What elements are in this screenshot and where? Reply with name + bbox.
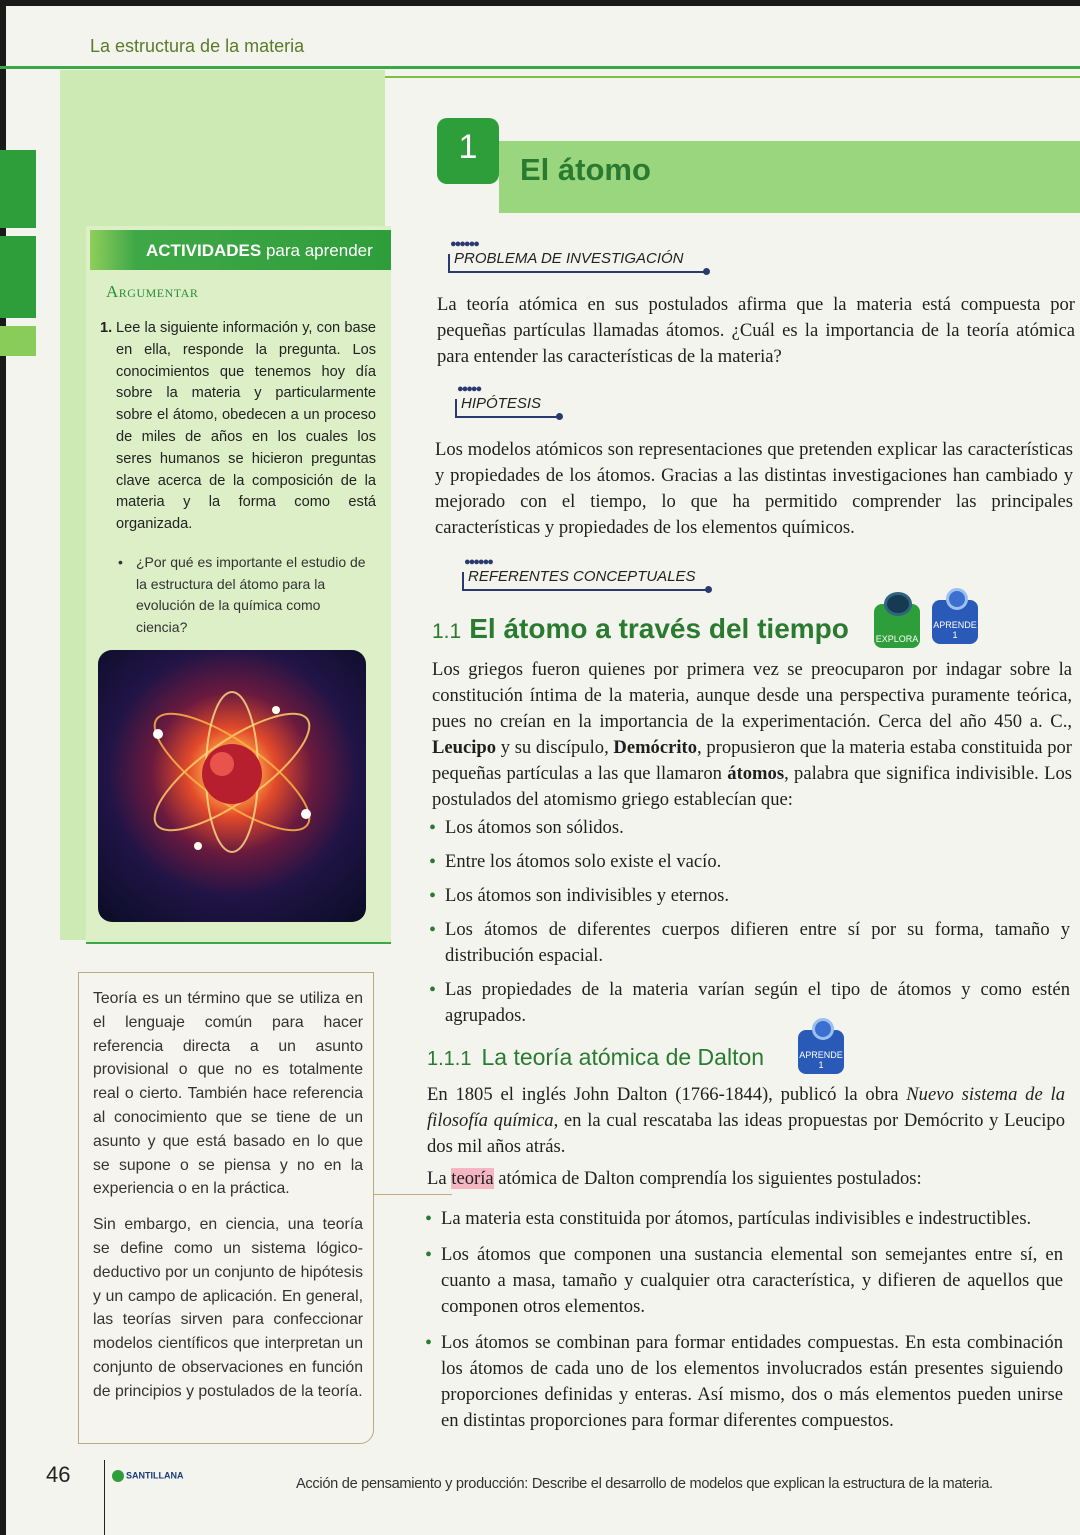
democrito: Demócrito <box>613 737 698 758</box>
highlighted-term[interactable]: teoría <box>451 1168 494 1189</box>
label-dots-icon: ●●●●●● <box>464 556 492 568</box>
section-number: 1.1 <box>432 620 462 643</box>
label-bracket <box>448 254 450 272</box>
activities-header-rest: para aprender <box>265 241 373 260</box>
dalton-text-2: , en la cual rescataba las ideas propuestas por Demócrito y Leucipo dos mil años atrás. <box>427 1110 1065 1157</box>
referentes-label <box>464 556 696 585</box>
subsection-title: La teoría atómica de Dalton <box>481 1044 765 1070</box>
hipotesis-label <box>457 383 542 412</box>
magnifier-icon <box>812 1018 834 1040</box>
aprende-icon[interactable] <box>932 600 978 644</box>
activities-header <box>90 230 391 270</box>
explora-icon[interactable] <box>874 604 920 648</box>
activity-number: 1. <box>100 320 113 336</box>
list-item: • Entre los átomos solo existe el vacío. <box>429 849 1070 875</box>
chapter-title: El átomo <box>520 152 651 187</box>
dalton-postulates-list <box>425 1206 1063 1434</box>
section-heading-1-1-1 <box>427 1044 764 1071</box>
greeks-text-2: y su discípulo, <box>500 737 609 758</box>
page-number: 46 <box>46 1462 71 1487</box>
aprende-icon[interactable] <box>798 1030 844 1074</box>
dalton-intro <box>427 1166 1067 1192</box>
problema-label <box>450 238 684 267</box>
note-connector <box>374 1194 452 1195</box>
magnifier-icon <box>946 588 968 610</box>
greek-postulates-list <box>429 815 1070 1029</box>
atom-illustration <box>98 650 366 922</box>
publisher-logo-icon <box>112 1470 124 1482</box>
atomos: átomos <box>727 763 785 784</box>
list-item: • Los átomos son indivisibles y eternos. <box>429 883 1070 909</box>
header-rule-secondary <box>320 76 1080 78</box>
side-tab <box>0 326 36 356</box>
left-border <box>0 0 6 1535</box>
hipotesis-text: Los modelos atómicos son representaciones que pretenden explicar las características y propiedades de los átomos. Gracias a las distintas investigaciones han cambiado y mejorado con el tiempo, lo que ha permitido comprender las principales características y propiedades de los elementos químicos. <box>435 439 1073 538</box>
list-item: • Las propiedades de la materia varían según el tipo de átomos y como estén agrupados. <box>429 977 1070 1029</box>
label-underline <box>455 416 559 418</box>
chapter-number: 1 <box>437 118 499 184</box>
activity-question: • ¿Por qué es importante el estudio de la estructura del átomo para la evolución de la química como ciencia? <box>136 552 372 638</box>
side-tab <box>0 150 36 228</box>
dalton-intro-b: atómica de Dalton comprendía los siguientes postulados: <box>498 1168 922 1189</box>
note-paragraph-2: Sin embargo, en ciencia, una teoría se define como un sistema lógico-deductivo por un conjunto de hipótesis y un campo de aplicación. En general, las teorías sirven para confeccionar modelos científicos que interpretan un conjunto de observaciones en función de principios y postulados de la teoría. <box>93 1216 363 1400</box>
publisher-name: SANTILLANA <box>126 1470 184 1481</box>
list-item: • Los átomos de diferentes cuerpos difieren entre sí por su forma, tamaño y distribución espacial. <box>429 917 1070 969</box>
subsection-number: 1.1.1 <box>427 1048 472 1070</box>
dalton-text-1: En 1805 el inglés John Dalton (1766-1844), publicó la obra <box>427 1084 899 1105</box>
explora-icon-label: EXPLORA <box>875 634 919 644</box>
side-tab <box>0 236 36 318</box>
list-item: • La materia esta constituida por átomos, partículas indivisibles e indestructibles. <box>425 1206 1063 1232</box>
dalton-book: Nuevo sistema de la filosofía química <box>427 1084 1065 1131</box>
footer-rule <box>104 1460 105 1535</box>
label-underline <box>462 589 708 591</box>
binoculars-icon <box>884 592 912 616</box>
hipotesis-label-text: HIPÓTESIS <box>461 395 542 412</box>
label-bracket <box>462 572 464 590</box>
label-underline <box>448 271 706 273</box>
top-border <box>0 0 1080 6</box>
greeks-text-3: , propusieron que la materia estaba constituida por pequeñas partículas a las que llamaron <box>432 737 1072 784</box>
footer-text: Acción de pensamiento y producción: Describe el desarrollo de modelos que explican la estructura de la materia. <box>296 1476 993 1492</box>
label-dots-icon: ●●●●●● <box>450 238 478 250</box>
running-head: La estructura de la materia <box>90 36 305 56</box>
section-heading-1-1 <box>432 613 849 645</box>
section-title: El átomo a través del tiempo <box>469 613 849 644</box>
list-item: • Los átomos que componen una sustancia elemental son semejantes entre sí, en cuanto a masa, tamaño y cualquier otra característica, y difieren de aquellos que componen otros elementos. <box>425 1242 1063 1320</box>
dalton-paragraph <box>427 1082 1065 1160</box>
list-item: • Los átomos son sólidos. <box>429 815 1070 841</box>
activities-header-bold: ACTIVIDADES <box>146 241 262 260</box>
problema-text: La teoría atómica en sus postulados afirma que la materia está compuesta por pequeñas partículas llamadas átomos. ¿Cuál es la importancia de la teoría atómica para entender las características de la materia? <box>437 294 1075 367</box>
aprende-icon-label: APRENDE 1 <box>933 620 977 640</box>
label-bracket <box>455 399 457 417</box>
publisher-logo <box>112 1470 184 1482</box>
note-paragraph-1: Teoría es un término que se utiliza en el lenguaje común para hacer referencia directa a un asunto provisional o que no es totalmente real o cierto. También hace referencia al conocimiento que se tiene de un asunto y que está basado en lo que se supone o se piensa y no en la experiencia o en la práctica. <box>93 990 363 1198</box>
greeks-text-4: , palabra que significa indivisible. Los postulados del atomismo griego establecían que: <box>432 763 1072 810</box>
header-rule <box>0 66 1080 69</box>
problema-label-text: PROBLEMA DE INVESTIGACIÓN <box>454 250 684 267</box>
list-item: • Los átomos se combinan para formar entidades compuestas. En esta combinación los átomos de cada uno de los elementos involucrados están presentes siguiendo proporciones definidas y enteras. Así mismo, dos o más elementos pueden unirse en distintas proporciones para formar diferentes compuestos. <box>425 1330 1063 1434</box>
atom-orbits-graphic <box>98 650 366 922</box>
dalton-intro-a: La <box>427 1168 447 1189</box>
skill-label: Argumentar <box>106 282 199 301</box>
activity-text: Lee la siguiente información y, con base en ella, responde la pregunta. Los conocimientos que tenemos hoy día sobre la materia y particularmente sobre el átomo, obedecen a un proceso de miles de años en los cuales los seres humanos se hicieron preguntas clave acerca de la composición de la materia y la forma como está organizada. <box>116 320 376 533</box>
activities-box <box>86 226 391 944</box>
aprende-icon-label: APRENDE 1 <box>799 1050 843 1070</box>
referentes-label-text: REFERENTES CONCEPTUALES <box>468 568 696 585</box>
activity-item <box>100 318 376 536</box>
label-dots-icon: ●●●●● <box>457 383 481 395</box>
greeks-text-1: Los griegos fueron quienes por primera vez se preocuparon por indagar sobre la constitución íntima de la materia, aunque desde una perspectiva puramente teórica, pues no creían en la importancia de la experimentación. Cerca del año 450 a. C., <box>432 659 1072 732</box>
glossary-note <box>78 972 374 1444</box>
leucipo: Leucipo <box>432 737 497 758</box>
greeks-paragraph <box>432 657 1072 813</box>
